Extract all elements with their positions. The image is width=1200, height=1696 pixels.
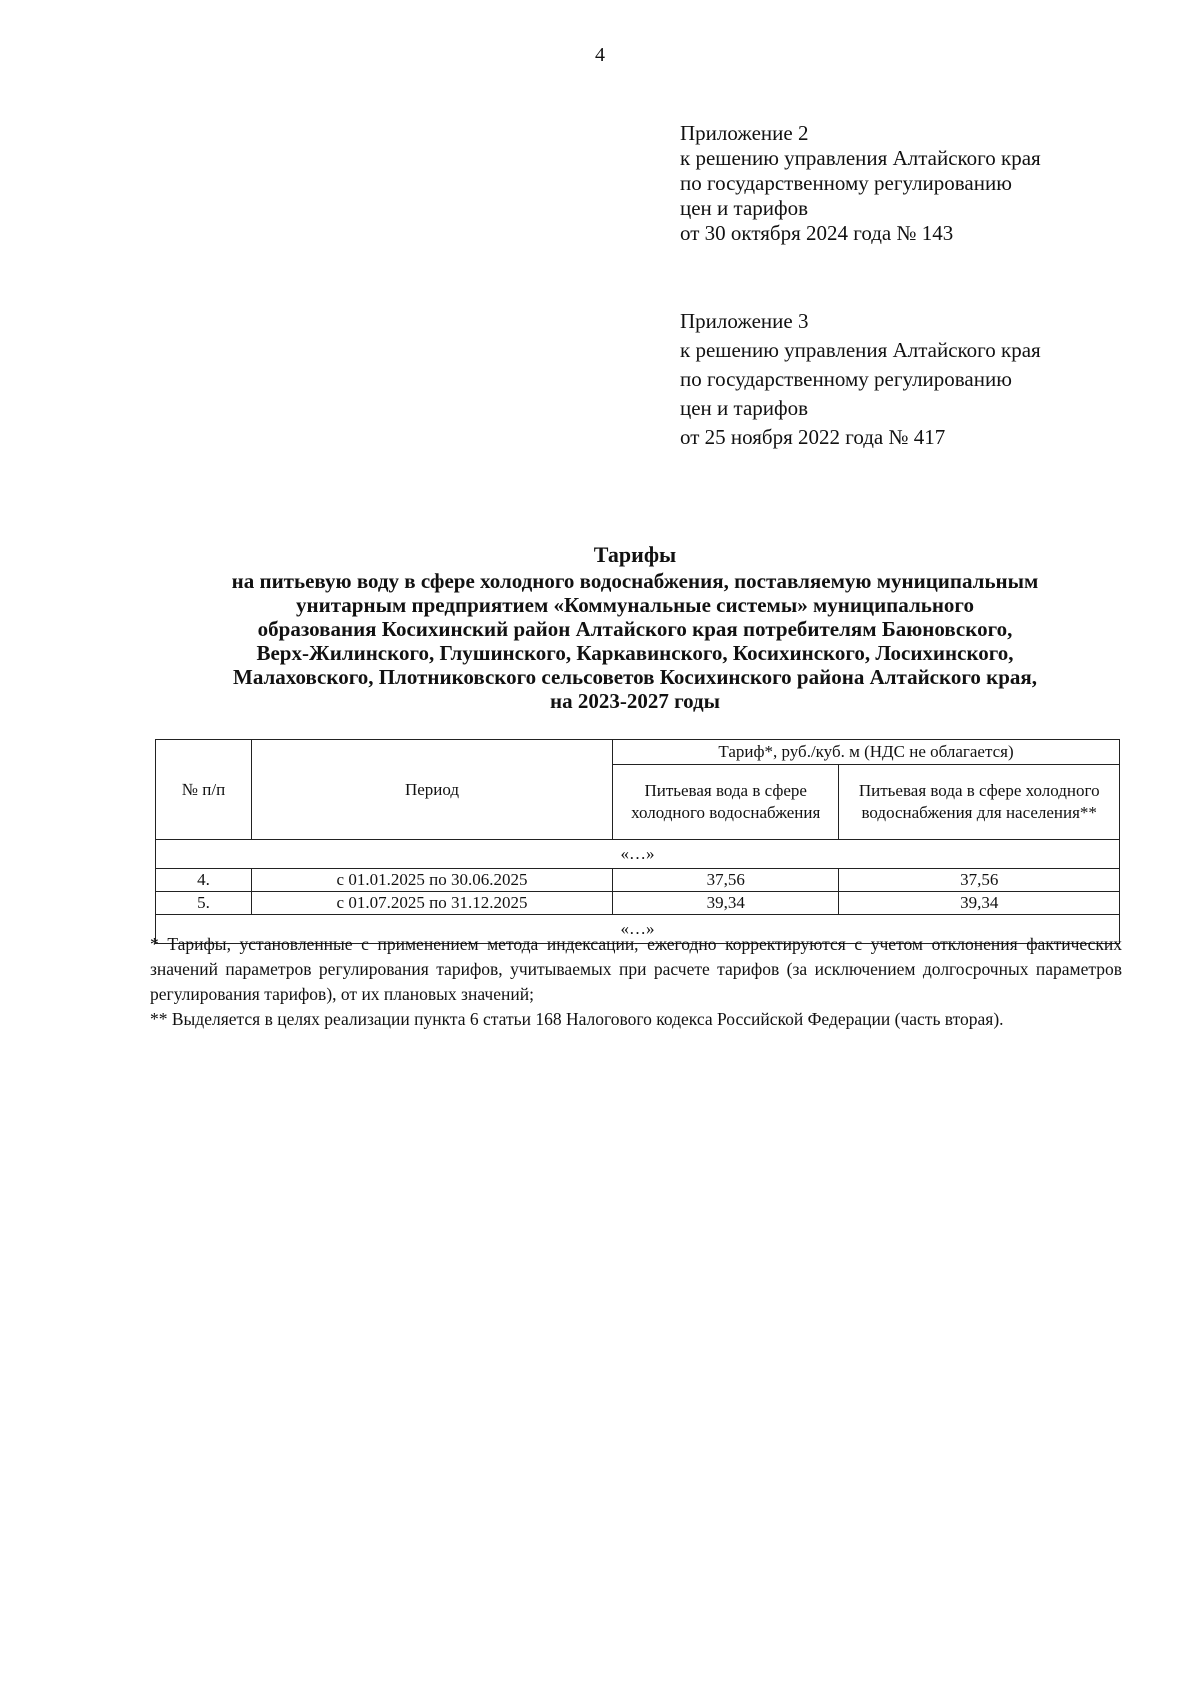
appendix-2-line: цен и тарифов <box>680 196 809 220</box>
ellipsis-row-top: «…» <box>156 840 1120 869</box>
appendix-3-line: по государственному регулированию <box>680 367 1012 391</box>
row-tariff-population: 39,34 <box>839 892 1120 915</box>
col-header-tariff: Тариф*, руб./куб. м (НДС не облагается) <box>613 740 1120 765</box>
title-line: образования Косихинский район Алтайского края потребителям Баюновского, <box>257 617 1013 641</box>
footnotes <box>150 932 1122 1032</box>
col-header-period: Период <box>252 740 613 840</box>
row-num: 5. <box>156 892 252 915</box>
title-line: Верх-Жилинского, Глушинского, Каркавинского, Косихинского, Лосихинского, <box>256 641 1014 665</box>
col-header-num: № п/п <box>156 740 252 840</box>
document-title <box>150 543 1120 713</box>
title-main: Тарифы <box>593 542 677 567</box>
appendix-3-line: цен и тарифов <box>680 396 809 420</box>
appendix-2-header <box>680 121 1041 246</box>
page-number: 4 <box>595 44 605 66</box>
row-period: с 01.01.2025 по 30.06.2025 <box>252 869 613 892</box>
appendix-3-line: Приложение 3 <box>680 309 809 333</box>
footnote-2: ** Выделяется в целях реализации пункта 6 статьи 168 Налогового кодекса Российской Федерации (часть вторая). <box>150 1009 1004 1029</box>
appendix-3-line: от 25 ноября 2022 года № 417 <box>680 425 946 449</box>
appendix-2-line: к решению управления Алтайского края <box>680 146 1041 170</box>
title-line: на питьевую воду в сфере холодного водоснабжения, поставляемую муниципальным <box>231 569 1039 593</box>
appendix-3-line: к решению управления Алтайского края <box>680 338 1041 362</box>
footnote-1: * Тарифы, установленные с применением метода индексации, ежегодно корректируются с учетом отклонения фактических значений параметров регулирования тарифов, учитываемых при расчете тарифов (за исключением долгосрочных параметров регулирования тарифов), от их плановых значений; <box>150 934 1122 1004</box>
row-tariff: 39,34 <box>613 892 839 915</box>
appendix-2-line: по государственному регулированию <box>680 171 1012 195</box>
appendix-3-header <box>680 307 1041 452</box>
row-num: 4. <box>156 869 252 892</box>
tariff-table <box>155 739 1120 944</box>
appendix-2-line: от 30 октября 2024 года № 143 <box>680 221 954 245</box>
ellipsis-row-bottom: «…» <box>156 915 1120 944</box>
title-line: на 2023-2027 годы <box>549 689 721 713</box>
appendix-2-line: Приложение 2 <box>680 121 809 145</box>
row-tariff-population: 37,56 <box>839 869 1120 892</box>
col-header-drinking-water: Питьевая вода в сфере холодного водоснабжения <box>613 765 839 840</box>
col-header-drinking-water-population: Питьевая вода в сфере холодного водоснабжения для населения** <box>839 765 1120 840</box>
table-row <box>156 892 1120 915</box>
title-line: Малаховского, Плотниковского сельсоветов Косихинского района Алтайского края, <box>233 665 1037 689</box>
title-line: унитарным предприятием «Коммунальные системы» муниципального <box>296 593 974 617</box>
row-period: с 01.07.2025 по 31.12.2025 <box>252 892 613 915</box>
row-tariff: 37,56 <box>613 869 839 892</box>
table-row <box>156 869 1120 892</box>
